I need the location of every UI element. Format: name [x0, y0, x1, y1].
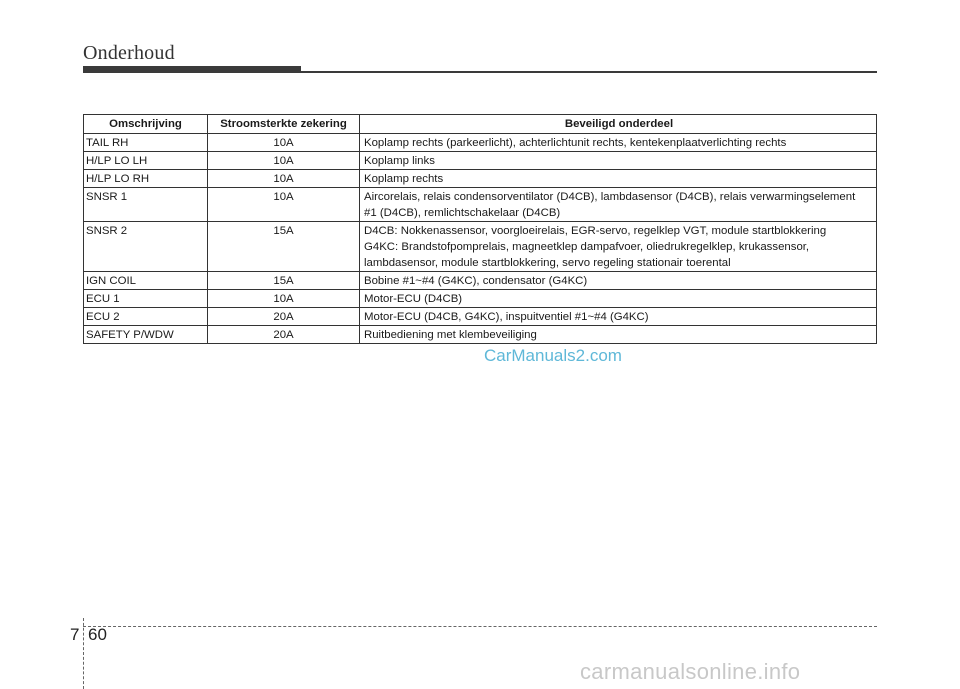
fuse-amperage: 10A	[208, 134, 360, 152]
column-header-amperage: Stroomsterkte zekering	[208, 115, 360, 134]
fuse-amperage: 10A	[208, 290, 360, 308]
description-line: Koplamp links	[364, 155, 435, 167]
fuse-protected-component	[360, 308, 877, 326]
fuse-amperage: 20A	[208, 326, 360, 344]
table-row	[84, 170, 877, 188]
fuse-name: H/LP LO LH	[84, 152, 208, 170]
description-line: Ruitbediening met klembeveiliging	[364, 329, 537, 341]
page-number: 60	[88, 625, 107, 644]
table-body	[84, 134, 877, 344]
fuse-name: TAIL RH	[84, 134, 208, 152]
fuse-protected-component	[360, 152, 877, 170]
column-header-protected-component: Beveiligd onderdeel	[360, 115, 877, 134]
table-row	[84, 188, 877, 222]
fuse-name: SNSR 1	[84, 188, 208, 222]
fuse-name: SNSR 2	[84, 222, 208, 272]
fuse-amperage: 20A	[208, 308, 360, 326]
page-title: Onderhoud	[83, 42, 175, 64]
description-line: #1 (D4CB), remlichtschakelaar (D4CB)	[364, 207, 561, 219]
site-watermark: carmanualsonline.info	[580, 659, 801, 684]
fuse-name: ECU 2	[84, 308, 208, 326]
fuse-protected-component	[360, 170, 877, 188]
description-line: Motor-ECU (D4CB)	[364, 293, 463, 305]
table-row	[84, 308, 877, 326]
fuse-amperage: 15A	[208, 272, 360, 290]
fuse-protected-component	[360, 326, 877, 344]
header-rule-thick	[83, 66, 301, 73]
description-line: Koplamp rechts (parkeerlicht), achterlichtunit rechts, kentekenplaatverlichting rechts	[364, 137, 787, 149]
watermark-link[interactable]: CarManuals2.com	[484, 346, 622, 365]
description-line: D4CB: Nokkenassensor, voorgloeirelais, EGR-servo, regelklep VGT, module startblokkering	[364, 225, 827, 237]
column-header-description: Omschrijving	[84, 115, 208, 134]
fuse-protected-component	[360, 188, 877, 222]
fuse-name: ECU 1	[84, 290, 208, 308]
header-rule-thin	[301, 71, 877, 73]
fuse-protected-component	[360, 272, 877, 290]
description-line: Motor-ECU (D4CB, G4KC), inspuitventiel #1~#4 (G4KC)	[364, 311, 649, 323]
fuse-protected-component	[360, 290, 877, 308]
fuse-name: IGN COIL	[84, 272, 208, 290]
description-line: Koplamp rechts	[364, 173, 444, 185]
fuse-protected-component	[360, 134, 877, 152]
chapter-number: 7	[70, 625, 80, 644]
footer-rule	[83, 626, 877, 627]
fuse-amperage: 10A	[208, 170, 360, 188]
fuse-amperage: 10A	[208, 152, 360, 170]
table-row	[84, 272, 877, 290]
description-line: Bobine #1~#4 (G4KC), condensator (G4KC)	[364, 275, 588, 287]
fuse-name: SAFETY P/WDW	[84, 326, 208, 344]
table-row	[84, 290, 877, 308]
footer-divider	[83, 618, 84, 689]
table-row	[84, 152, 877, 170]
fuse-name: H/LP LO RH	[84, 170, 208, 188]
description-line: Aircorelais, relais condensorventilator (D4CB), lambdasensor (D4CB), relais verwarmingselement	[364, 191, 856, 203]
fuse-table	[83, 114, 877, 344]
table-row	[84, 326, 877, 344]
table-header-row	[84, 115, 877, 134]
description-line: G4KC: Brandstofpomprelais, magneetklep dampafvoer, oliedrukregelklep, krukassensor,	[364, 241, 810, 253]
fuse-amperage: 10A	[208, 188, 360, 222]
fuse-protected-component	[360, 222, 877, 272]
description-line: lambdasensor, module startblokkering, servo regeling stationair toerental	[364, 257, 731, 269]
fuse-amperage: 15A	[208, 222, 360, 272]
table-row	[84, 222, 877, 272]
table-row	[84, 134, 877, 152]
